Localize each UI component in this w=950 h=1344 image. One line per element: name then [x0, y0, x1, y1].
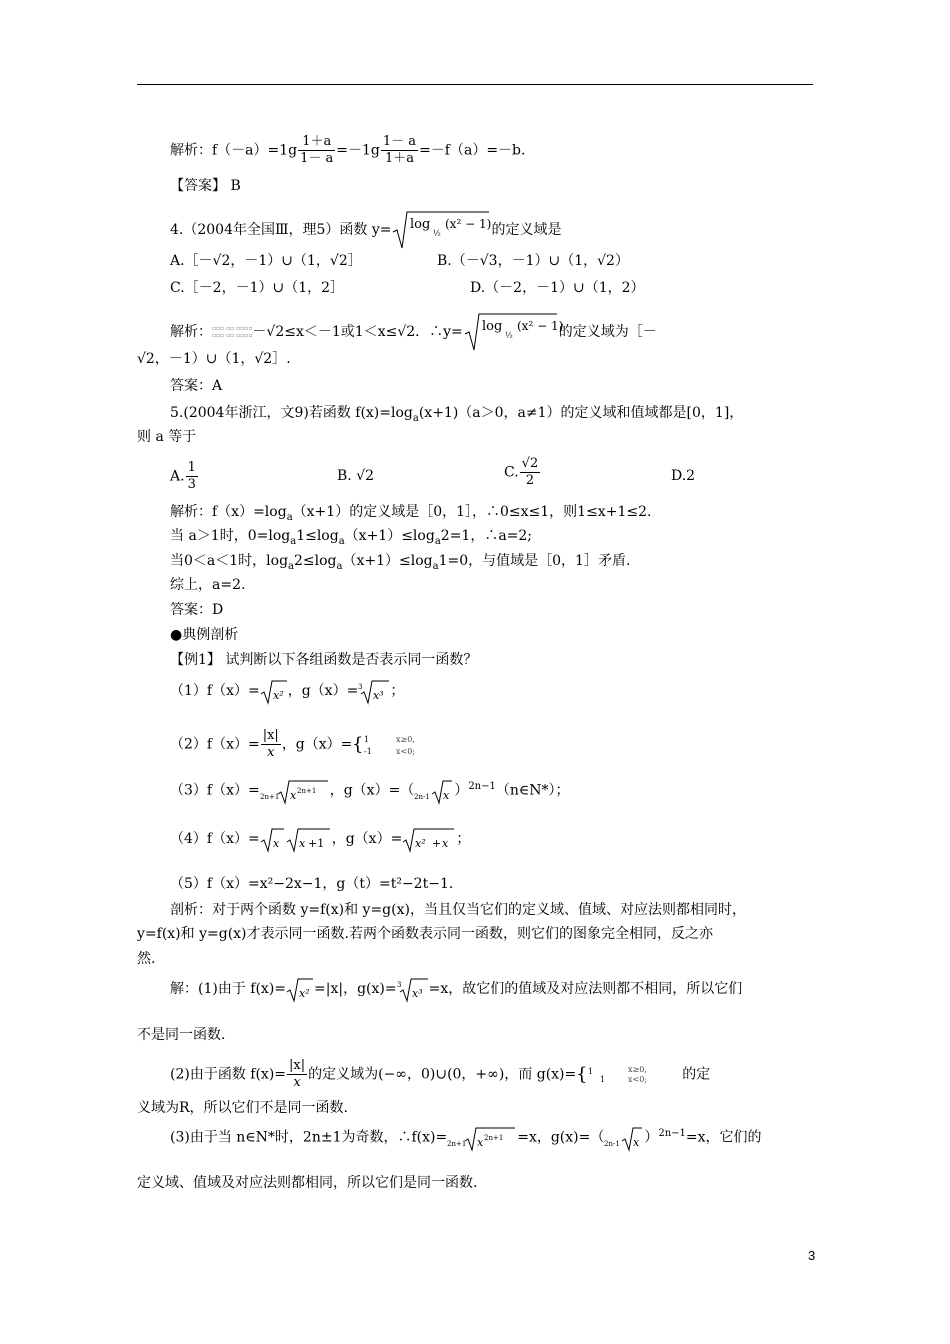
text: =|x|，g(x)= [314, 981, 397, 997]
svg-text:x: x [442, 837, 449, 850]
denominator: 3 [187, 477, 196, 492]
text: 2≤log [294, 553, 337, 569]
svg-text:x: x [289, 788, 296, 802]
answer-4: 答案：A [170, 378, 223, 394]
svg-text:x: x [298, 837, 305, 850]
page-number: 3 [808, 1248, 816, 1263]
text: =－1g [336, 142, 380, 159]
text: 解析： [170, 142, 212, 159]
svg-text:2n+1: 2n+1 [296, 786, 316, 795]
fraction [381, 134, 418, 167]
fraction [298, 134, 335, 167]
svg-text:x²: x² [272, 689, 284, 702]
analysis-line-2: y=f(x)和 y=g(x)才表示同一函数.若两个函数表示同一函数，则它们的图象完全相同，反之亦 [137, 926, 713, 942]
svg-text:x<0;: x<0; [396, 746, 416, 756]
answer-line: 【答案】 B [170, 178, 241, 194]
header-rule [137, 84, 813, 85]
text: 的定义域为(−∞，0)∪(0，+∞)，而 g(x)= [308, 1066, 577, 1083]
fraction [261, 728, 281, 761]
text: 解析： [170, 324, 212, 340]
analysis-line-3: 然. [137, 951, 156, 967]
log-base: ½ [433, 229, 442, 238]
numerator: 1 [187, 460, 196, 475]
superscript: 2n−1 [468, 781, 496, 792]
cube-root-x-cubed [397, 976, 429, 1002]
question-5 [170, 403, 743, 429]
subscript: a [286, 511, 293, 523]
fraction [287, 1058, 307, 1091]
cube-root-x-cubed [358, 678, 390, 704]
text: ； [390, 683, 405, 699]
svg-text:{: { [576, 1063, 588, 1085]
text: ，g（x）= [287, 683, 359, 699]
log-base: ½ [504, 331, 513, 340]
subscript: a [336, 560, 343, 572]
text: （x+1）≤log [342, 553, 433, 569]
log-text: log [410, 217, 431, 232]
sqrt-product [260, 826, 332, 852]
text: 2=1，∴a=2; [440, 528, 533, 544]
denominator: 1－ a [300, 151, 334, 166]
option-4d: D.（－2，－1）∪（1，2） [470, 280, 645, 296]
svg-text:1: 1 [364, 734, 370, 744]
text: （3）f（x）= [170, 782, 260, 799]
log-arg: (x² − 1) [516, 319, 564, 333]
odd-root-x [604, 1125, 644, 1151]
solution-4-line-1 [170, 312, 657, 352]
text: （2）f（x）= [170, 736, 260, 753]
text: (3)由于当 n∈N*时，2n±1为奇数，∴f(x)= [170, 1129, 448, 1146]
svg-text:2n+1: 2n+1 [484, 1133, 504, 1142]
text: f（－a）=1g [212, 142, 298, 159]
text: 解析：f（x）=log [170, 504, 287, 520]
option-5b: B. √2 [337, 468, 375, 484]
text: 当0＜a＜1时，log [170, 553, 289, 569]
text: =x，g(x)=（ [517, 1129, 605, 1146]
svg-text:1: 1 [600, 1074, 606, 1084]
example-1-item-1 [170, 678, 404, 704]
svg-text:x³: x³ [373, 689, 384, 702]
svg-text:x³: x³ [411, 987, 423, 1000]
text: 1=0，与值域是［0，1］矛盾. [438, 553, 631, 569]
subscript: a [412, 412, 419, 424]
text: （1）f（x）= [170, 683, 260, 699]
text: 解：(1)由于 f(x)= [170, 981, 287, 997]
subscript: a [338, 535, 345, 547]
text: (2)由于函数 f(x)= [170, 1066, 287, 1083]
odd-root-expression [260, 778, 330, 804]
svg-text:2n-1: 2n-1 [604, 1139, 621, 1148]
option-5c [504, 456, 541, 489]
svg-text:x≥0,: x≥0, [396, 734, 416, 744]
subscript: a [432, 560, 439, 572]
solution-5-line-2 [170, 526, 532, 552]
text: 1≤log [296, 528, 339, 544]
text: 的定义域是 [491, 222, 562, 238]
sqrt-sum [402, 826, 456, 852]
text: ； [456, 831, 471, 847]
text: =x，它们的 [685, 1129, 762, 1146]
svg-text:+: + [432, 837, 442, 850]
svg-text:x≥0,: x≥0, [628, 1064, 648, 1074]
denominator: x [293, 1075, 301, 1090]
piecewise-image [352, 732, 442, 758]
option-4c: C.［－2，－1）∪（1，2］ [170, 280, 345, 296]
svg-text:x: x [272, 837, 279, 850]
svg-text:-1: -1 [364, 746, 373, 756]
solution-2-line-1 [170, 1058, 710, 1091]
svg-text:x²: x² [299, 987, 310, 1000]
numerator: √2 [521, 456, 539, 471]
text: ） [454, 782, 469, 799]
text: （n∈N*）； [495, 782, 570, 799]
svg-text:2n+1: 2n+1 [447, 1139, 467, 1148]
odd-root-expression [447, 1125, 517, 1151]
example-1-item-5: （5）f（x）=x²−2x−1，g（t）=t²−2t−1. [170, 876, 454, 892]
sqrt-x-squared [286, 976, 314, 1002]
option-4a: A.［－√2，－1）∪（1，√2］ [170, 253, 362, 269]
solution-5-line-3 [170, 551, 630, 577]
example-1-item-3 [170, 777, 570, 804]
svg-text:{: { [352, 733, 364, 755]
denominator: 2 [525, 473, 535, 488]
odd-root-x [414, 778, 454, 804]
example-1-title: 【例1】 试判断以下各组函数是否表示同一函数？ [170, 652, 478, 668]
svg-text:x: x [477, 1135, 484, 1149]
solution-4-line-2: √2，－1）∪（1，√2］. [137, 351, 291, 367]
superscript: 2n−1 [658, 1128, 686, 1139]
text: ，g（x）= [281, 736, 353, 753]
fraction [186, 460, 198, 493]
question-4 [170, 210, 561, 250]
analysis-line-1: 剖析：对于两个函数 y=f(x)和 y=g(x)，当且仅当它们的定义域、值域、对应法则都相同时， [170, 902, 746, 918]
sqrt-log-expression [463, 312, 564, 352]
solution-2-line-2: 义域为R，所以它们不是同一函数. [137, 1100, 348, 1116]
text: 4.（2004年全国Ⅲ，理5）函数 y= [170, 222, 392, 238]
subscript: a [290, 535, 297, 547]
numerator: |x| [262, 728, 279, 743]
log-arg: (x² − 1) [445, 217, 492, 231]
text: =x，故它们的值域及对应法则都不相同，所以它们 [428, 981, 743, 997]
text: (x+1)（a＞0，a≠1）的定义域和值域都是[0，1]， [418, 405, 744, 421]
svg-text:2n-1: 2n-1 [414, 792, 431, 801]
svg-text:2n+1: 2n+1 [259, 792, 279, 801]
sqrt-x-squared [260, 678, 288, 704]
solution-1-line-2: 不是同一函数. [137, 1027, 226, 1043]
text: （x+1）的定义域是［0，1］，∴0≤x≤1，则1≤x+1≤2. [292, 504, 652, 520]
label: A. [170, 468, 185, 485]
numerator: |x| [289, 1058, 306, 1073]
example-1-item-4 [170, 826, 470, 852]
numerator: 1－ a [382, 134, 417, 149]
option-5d: D.2 [671, 468, 696, 484]
svg-text:x<0;: x<0; [628, 1074, 648, 1084]
svg-text:1: 1 [588, 1066, 594, 1076]
solution-5-line-1 [170, 502, 651, 528]
text: 当 a＞1时，0=log [170, 528, 291, 544]
text: 的定 [682, 1066, 711, 1083]
tiny-system-image: ▫▫▫ ▫▫ ▫▫▫▫ ▫▫▫ ▫▫ ▫▫▫▫ [212, 325, 253, 339]
svg-text:x²: x² [415, 837, 426, 850]
svg-text:3: 3 [358, 683, 363, 691]
text: =－f（a）=－b. [419, 142, 526, 159]
solution-3-line-1 [170, 1124, 762, 1151]
text: （x+1）≤log [344, 528, 435, 544]
svg-text:x: x [443, 788, 450, 802]
option-4b: B.（－√3，－1）∪（1，√2） [437, 253, 629, 269]
text: ，g（x）= [331, 831, 403, 847]
svg-text:+1: +1 [307, 837, 324, 850]
text: 5.(2004年浙江，文9)若函数 f(x)=log [170, 405, 413, 421]
svg-text:x: x [633, 1135, 640, 1149]
question-5-line-2: 则 a 等于 [137, 429, 197, 445]
example-1-item-2 [170, 728, 442, 761]
solution-3-line-2: 定义域、值域及对应法则都相同，所以它们是同一函数. [137, 1175, 478, 1191]
svg-text:3: 3 [396, 981, 402, 989]
numerator: 1＋a [298, 134, 335, 151]
text: 的定义域为［－ [558, 324, 657, 340]
section-heading: ●典例剖析 [170, 627, 239, 643]
solution-line-1 [170, 134, 525, 167]
denominator: 1＋a [384, 151, 414, 166]
text: ） [644, 1129, 659, 1146]
solution-1-line-1 [170, 976, 742, 1002]
denominator: x [267, 745, 275, 760]
solution-5-line-4: 综上，a=2. [170, 577, 246, 593]
text: －√2≤x＜－1或1＜x≤√2．∴y= [252, 324, 463, 340]
text: ，g（x）=（ [329, 782, 415, 799]
subscript: a [434, 535, 441, 547]
fraction [520, 456, 541, 489]
piecewise-image [576, 1062, 682, 1088]
option-5a [170, 460, 199, 493]
label: C. [504, 464, 519, 481]
log-text: log [481, 319, 503, 334]
text: （4）f（x）= [170, 831, 260, 847]
answer-5: 答案：D [170, 602, 224, 618]
sqrt-log-expression [391, 210, 491, 250]
subscript: a [288, 560, 294, 572]
